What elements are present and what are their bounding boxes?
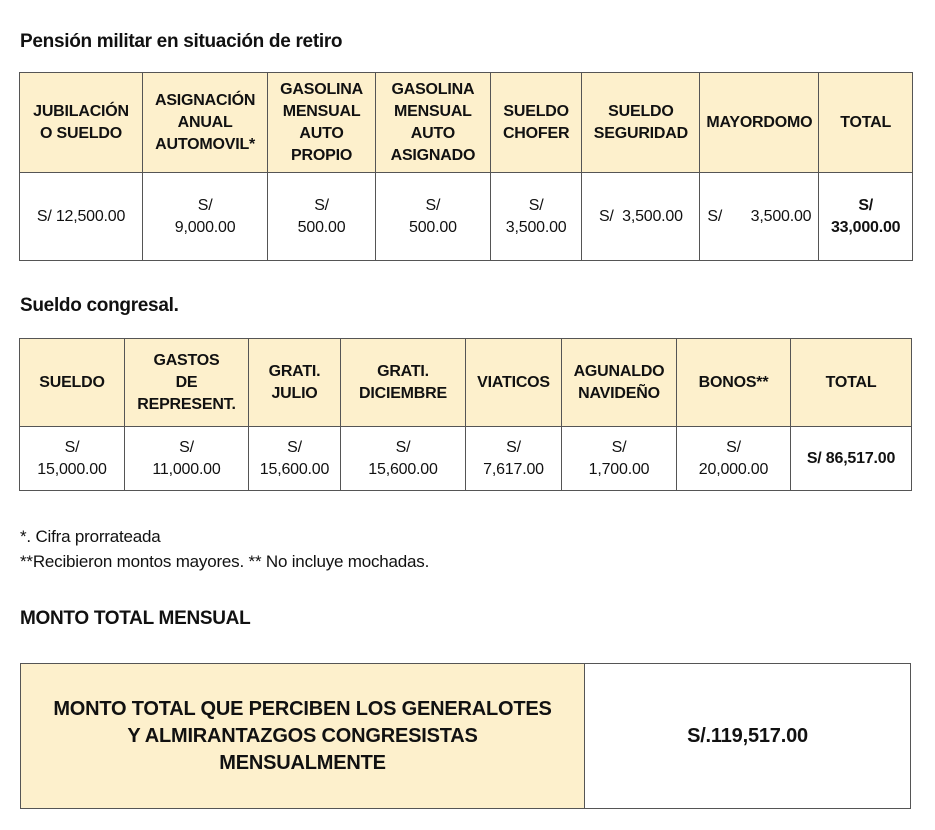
- header-cell: SUELDO SEGURIDAD: [582, 73, 700, 173]
- value-cell: S/ 7,617.00: [466, 427, 562, 491]
- footnotes: [20, 524, 429, 574]
- value-cell: S/ 15,600.00: [341, 427, 466, 491]
- table-row: [20, 173, 913, 261]
- header-cell: TOTAL: [791, 339, 912, 427]
- header-cell: ASIGNACIÓN ANUAL AUTOMOVIL*: [143, 73, 268, 173]
- value-cell: S/ 12,500.00: [20, 173, 143, 261]
- monto-total-table: [20, 663, 911, 809]
- header-cell: GRATI. DICIEMBRE: [341, 339, 466, 427]
- pension-table: [19, 72, 913, 261]
- total-cell: S/ 86,517.00: [791, 427, 912, 491]
- table-row: [20, 427, 912, 491]
- monto-total-label: MONTO TOTAL QUE PERCIBEN LOS GENERALOTES Y ALMIRANTAZGOS CONGRESISTAS MENSUALMENTE: [21, 664, 585, 809]
- header-cell: GASOLINA MENSUAL AUTO PROPIO: [268, 73, 376, 173]
- sueldo-table: [19, 338, 912, 491]
- header-cell: GASOLINA MENSUAL AUTO ASIGNADO: [375, 73, 490, 173]
- header-cell: TOTAL: [819, 73, 913, 173]
- value-cell: S/ 3,500.00: [582, 173, 700, 261]
- value-cell: S/ 15,000.00: [20, 427, 125, 491]
- total-cell: S/ 33,000.00: [819, 173, 913, 261]
- footnote: **Recibieron montos mayores. ** No incluye mochadas.: [20, 552, 430, 571]
- header-cell: SUELDO CHOFER: [490, 73, 582, 173]
- header-cell: SUELDO: [20, 339, 125, 427]
- header-cell: VIATICOS: [466, 339, 562, 427]
- value-cell: S/ 1,700.00: [562, 427, 677, 491]
- monto-total-value: S/.119,517.00: [585, 664, 911, 809]
- footnote: *. Cifra prorrateada: [20, 527, 161, 546]
- currency-symbol: S/: [707, 207, 723, 225]
- header-cell: JUBILACIÓN O SUELDO: [20, 73, 143, 173]
- table-header-row: [20, 339, 912, 427]
- value-cell: S/ 11,000.00: [125, 427, 249, 491]
- header-cell: AGUNALDO NAVIDEÑO: [562, 339, 677, 427]
- table-row: [21, 664, 911, 809]
- section-title-monto-total: MONTO TOTAL MENSUAL: [20, 608, 251, 629]
- section-title-sueldo: Sueldo congresal.: [20, 295, 179, 316]
- section-title-pension: Pensión militar en situación de retiro: [20, 31, 343, 52]
- header-cell: GASTOS DE REPRESENT.: [125, 339, 249, 427]
- amount: 3,500.00: [750, 207, 812, 225]
- table-header-row: [20, 73, 913, 173]
- value-cell: S/ 500.00: [375, 173, 490, 261]
- value-cell: S/ 9,000.00: [143, 173, 268, 261]
- value-cell: [700, 173, 819, 261]
- value-cell: S/ 15,600.00: [249, 427, 341, 491]
- value-cell: S/ 3,500.00: [490, 173, 582, 261]
- header-cell: GRATI. JULIO: [249, 339, 341, 427]
- value-cell: S/ 500.00: [268, 173, 376, 261]
- header-cell: BONOS**: [677, 339, 791, 427]
- header-cell: MAYORDOMO: [700, 73, 819, 173]
- value-cell: S/ 20,000.00: [677, 427, 791, 491]
